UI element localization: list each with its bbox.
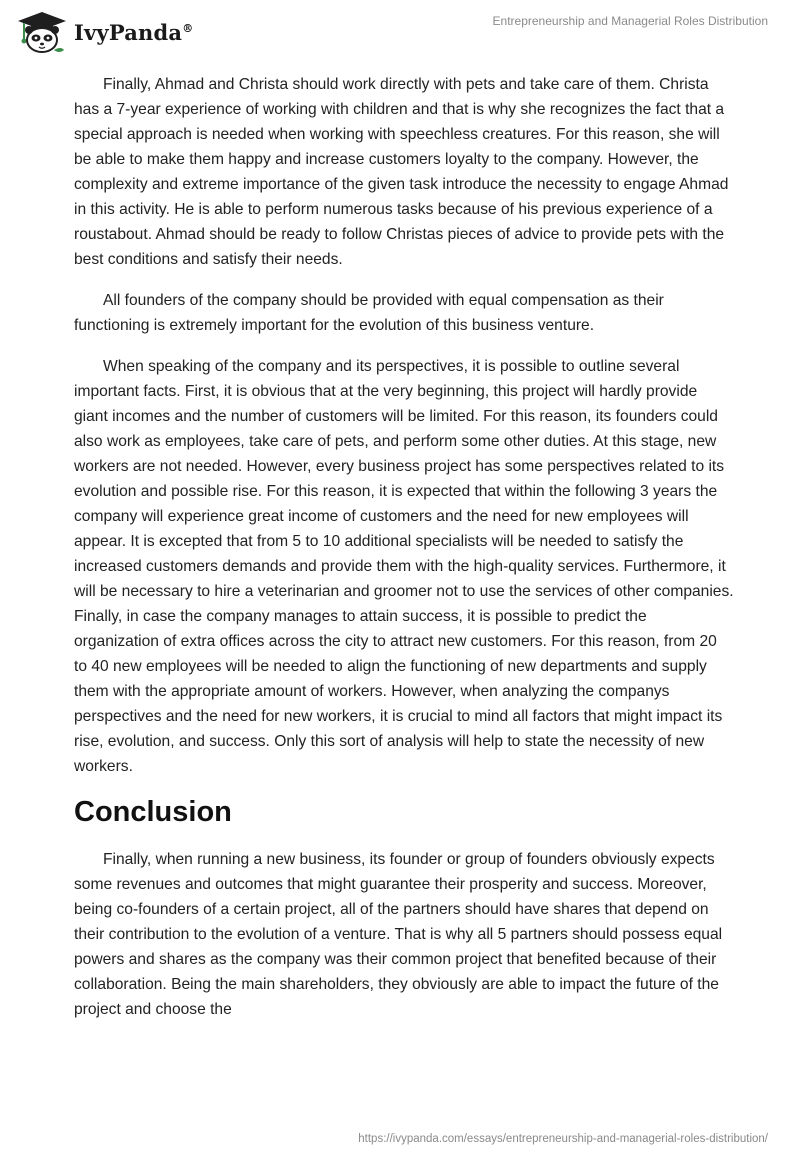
essay-content <box>74 72 734 1038</box>
document-title: Entrepreneurship and Managerial Roles Distribution <box>492 14 768 28</box>
panda-graduate-icon <box>14 10 70 54</box>
paragraph-pets-care: Finally, Ahmad and Christa should work directly with pets and take care of them. Christa has a 7-year experience of working with children and that is why she recognizes the fact that a special approach is needed when working with speechless creatures. For this reason, she will be able to make them happy and increase customers loyalty to the company. However, the complexity and extreme importance of the given task introduce the necessity to engage Ahmad in this activity. He is able to perform numerous tasks because of his previous experience of a roustabout. Ahmad should be ready to follow Christas pieces of advice to provide pets with the best conditions and satisfy their needs. <box>74 76 729 268</box>
source-url[interactable]: https://ivypanda.com/essays/entrepreneurship-and-managerial-roles-distribution/ <box>358 1133 768 1145</box>
brand-logo[interactable] <box>14 10 193 54</box>
page-header <box>0 0 800 60</box>
paragraph-conclusion: Finally, when running a new business, its founder or group of founders obviously expects some revenues and outcomes that might guarantee their prosperity and success. Moreover, being co-founders of a certain project, all of the partners should have shares that depend on their contribution to the evolution of a venture. That is why all 5 partners should possess equal powers and shares as the company was their common project that benefited because of their collaboration. Being the main shareholders, they obviously are able to impact the future of the project and choose the <box>74 851 723 1018</box>
section-heading-conclusion: Conclusion <box>74 796 232 828</box>
paragraph-perspectives: When speaking of the company and its perspectives, it is possible to outline several important facts. First, it is obvious that at the very beginning, this project will hardly provide giant incomes and the number of customers will be limited. For this reason, its founders could also work as employees, take care of pets, and perform some other duties. At this stage, new workers are not needed. However, every business project has some perspectives related to its evolution and possible rise. For this reason, it is expected that within the following 3 years the company will experience great income of customers and the need for new employees will appear. It is excepted that from 5 to 10 additional specialists will be needed to satisfy the increased customers demands and provide them with the high-quality services. Furthermore, it will be necessary to hire a veterinarian and groomer not to use the services of other companies. Finally, in case the company manages to attain success, it is possible to predict the organization of extra offices across the city to attract new customers. For this reason, from 20 to 40 new employees will be needed to align the functioning of new departments and supply them with the appropriate amount of workers. However, when analyzing the companys perspectives and the need for new workers, it is crucial to mind all factors that might impact its rise, evolution, and success. Only this sort of analysis will help to state the necessity of new workers. <box>74 358 734 775</box>
paragraph-compensation: All founders of the company should be provided with equal compensation as their functioning is extremely important for the evolution of this business venture. <box>74 292 664 334</box>
brand-name: IvyPanda® <box>74 19 194 45</box>
